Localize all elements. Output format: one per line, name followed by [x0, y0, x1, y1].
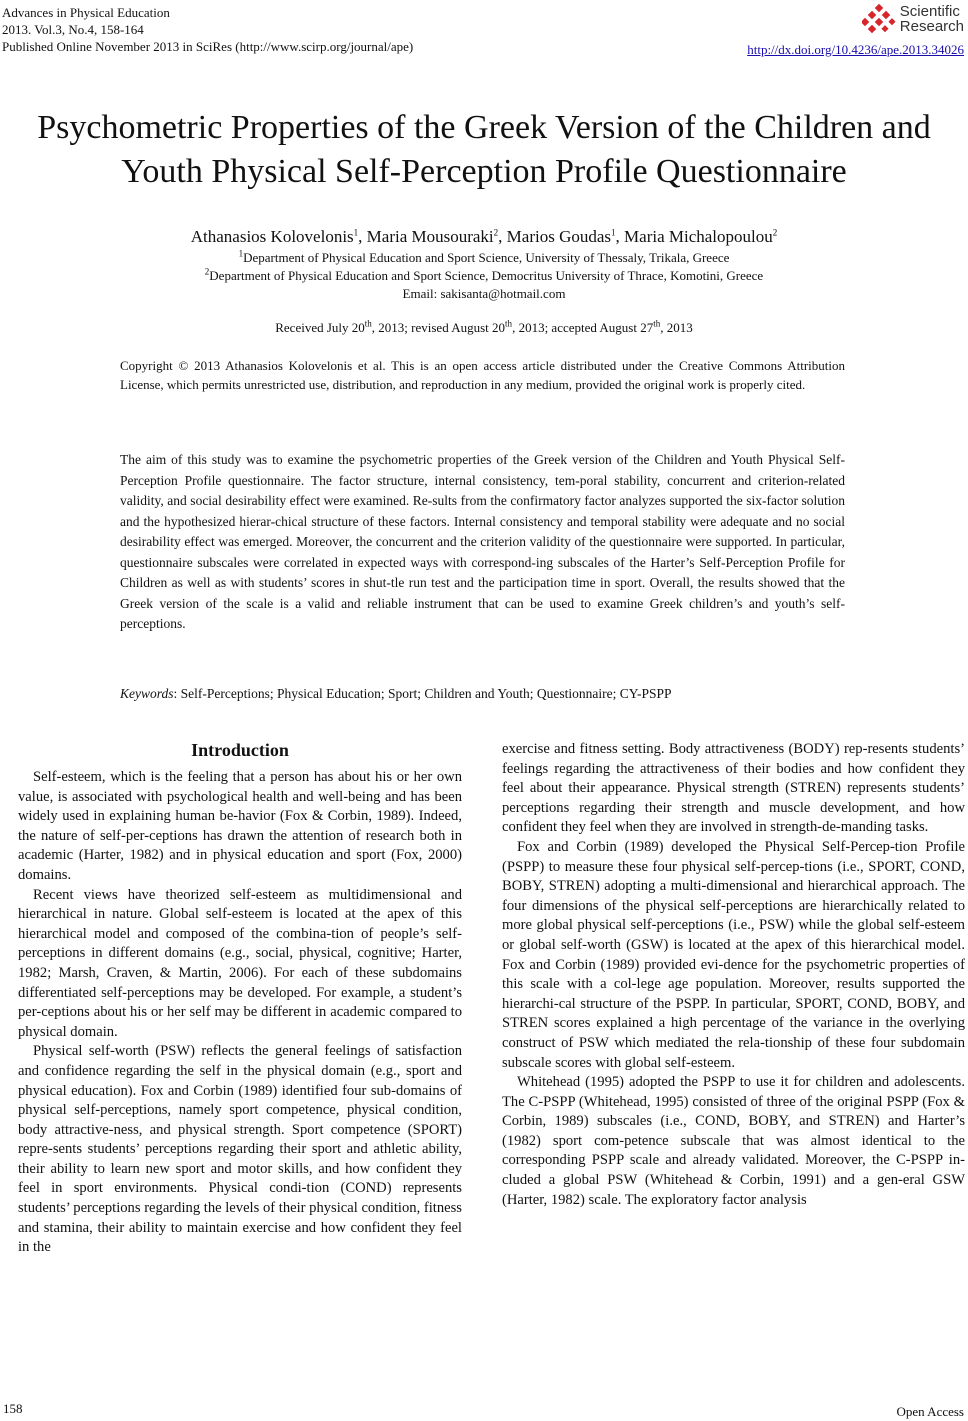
body-paragraph: Physical self-worth (PSW) reflects the general feelings of satisfaction and confidence regarding the self in the physical domain (e.g., sport and physical education). Fox and Corbin (1989) identified four sub-domains of physical self-perceptions, namely sport competence, physical condition, body attractive-ness, and physical strength. Sport competence (SPORT) repre-sents students’ perceptions regarding their sport and athletic ability, their ability to learn new sport and motor skills, and how confident they feel in sport environments. Physical condi-tion (COND) represents students’ perceptions regarding the levels of their physical condition, fitness and stamina, their ability to maintain exercise and how confident they feel in the [18, 1043, 462, 1256]
title-line-1: Psychometric Properties of the Greek Version of the Children and [37, 109, 931, 146]
journal-name: Advances in Physical Education [2, 5, 170, 20]
author-list: Athanasios Kolovelonis$^1$, Maria Mousouraki$^2$, Marios Goudas$^1$, Maria Michalopoulou$^2$ [190, 227, 778, 246]
revised-text: , 2013; revised August 20 [371, 320, 506, 335]
body-paragraph: Whitehead (1995) adopted the PSPP to use it for children and adolescents. The C-PSPP (Whitehead, 1995) consisted of three of the original PSPP (Fox & Corbin, 1989) subscales (i.e., COND, BOBY, and STREN) and Harter’s (1982) sport com-petence subscale that was almost identical to the corresponding PSPP scale and already validated. Moreover, the C-PSPP in-cluded a global PSW (Whitehead & Corbin, 1991) and a gen-eral GSW (Harter, 1982) scale. The exploratory factor analysis [502, 1074, 965, 1208]
header-right [747, 3, 964, 64]
affiliation-number: 2 [204, 266, 210, 277]
keywords [120, 686, 845, 702]
left-column [18, 738, 462, 1258]
ordinal-suffix: th [653, 318, 661, 329]
body-paragraph: Fox and Corbin (1989) developed the Physical Self-Percep-tion Profile (PSPP) to measure these four physical self-percep-tions (i.e., SPORT, COND, BOBY, STREN) adopting a multi-dimensional and hierarchical approach. The four dimensions of the physical self-perceptions are hierarchically related to more global physical self-perceptions (i.e., PSW) while the global self-esteem or global self-worth (GSW) is located at the apex of this hierarchical model. Fox and Corbin (1989) provided evi-dence for the psychometric properties of this scale with a col-lege age population. Moreover, results supported the hierarchi-cal structure of the PSPP. In particular, SPORT, COND, BOBY, and STREN scores explained a high percentage of the variance in the overlying construct of PSW which mediated the rela-tionship of these four subdomain subscale scores with global self-esteem. [502, 838, 965, 1071]
copyright-notice: Copyright © 2013 Athanasios Kolovelonis et al. This is an open access article distributed under the Creative Commons Attribution License, which permits unrestricted use, distribution, and reproduction in any medium, provided the original work is properly cited. [120, 358, 845, 392]
body-paragraph: exercise and fitness setting. Body attractiveness (BODY) rep-resents students’ feelings regarding the attractiveness of their bodies and how confident they feel about their appearance. Physical strength (STREN) represents students’ perceptions regarding their strength and muscle development, and how confident they feel when they are involved in strength-de-manding tasks. [502, 741, 965, 836]
ordinal-suffix: th [364, 318, 372, 329]
diamond-logo-icon [862, 4, 896, 34]
author-name: Marios Goudas [506, 227, 612, 246]
section-heading: Introduction [191, 740, 289, 760]
received-text: Received July 20 [275, 320, 365, 335]
accepted-text: , 2013; accepted August 27 [512, 320, 654, 335]
affiliation-text: Department of Physical Education and Sport Science, Democritus University of Thrace, Komotini, Greece [209, 268, 764, 283]
affiliation-number: 1 [238, 248, 244, 259]
page-number: 158 [3, 1401, 23, 1416]
logo-line-1: Scientific [899, 3, 960, 20]
author-name: Athanasios Kolovelonis [190, 227, 354, 246]
received-dates [0, 320, 968, 336]
journal-header [2, 4, 413, 55]
logo-line-2: Research [899, 18, 964, 35]
ordinal-suffix: th [505, 318, 513, 329]
paper-title [0, 106, 968, 194]
affiliation-1 [0, 249, 968, 267]
author-affiliation-mark: 2 [493, 227, 499, 238]
doi-link[interactable]: http://dx.doi.org/10.4236/ape.2013.34026 [747, 42, 964, 57]
affiliation-text: Department of Physical Education and Sport Science, University of Thessaly, Trikala, Greece [243, 250, 730, 265]
abstract: The aim of this study was to examine the psychometric properties of the Greek version of the Children and Youth Physical Self-Perception Profile questionnaire. The factor structure, internal consistency, tem-poral stability, concurrent and criterion-related validity, and social desirability effect were examined. Re-sults from the confirmatory factor analyzes supported the six-factor solution and the hypothesized hierar-chical structure of these factors. Internal consistency and temporal stability were adequate and no social desirability effect was emerged. Moreover, the concurrent and the criterion validity of the questionnaire were supported. In particular, questionnaire subscales were correlated in expected ways with correspond-ing subscales of the Harter’s Self-Perception Profile for Children as well as with students’ scores in shut-tle run test and the participation time in sport. Overall, the results showed that the Greek version of the scale is a valid and reliable instrument that can be used to examine Greek children’s and youth’s self-perceptions. [120, 452, 845, 631]
volume-line: 2013. Vol.3, No.4, 158-164 [2, 22, 144, 37]
year-text: , 2013 [660, 320, 693, 335]
keywords-list: : Self-Perceptions; Physical Education; Sport; Children and Youth; Questionnaire; CY-PSPP [173, 686, 672, 701]
author-name: Maria Mousouraki [366, 227, 494, 246]
author-affiliation-mark: 1 [611, 227, 616, 238]
author-affiliation-mark: 1 [353, 227, 359, 238]
published-line: Published Online November 2013 in SciRes (http://www.scirp.org/journal/ape) [2, 39, 414, 54]
affiliation-2 [0, 267, 968, 285]
logo-text [900, 4, 964, 34]
body-paragraph: Recent views have theorized self-esteem as multidimensional and hierarchical in nature. Global self-esteem is located at the apex of this hierarchical model and composed of the combina-tion of people’s self-perceptions in different domains (e.g., social, physical, cognitive; Harter, 1982; Marsh, Craven, & Martin, 2006). For each of these subdomains differentiated self-perceptions may be developed. For example, a student’s per-ceptions about his or her self may be different in academic compared to physical domain. [18, 886, 462, 1040]
keywords-label: Keywords [120, 686, 174, 701]
title-line-2: Youth Physical Self-Perception Profile Questionnaire [121, 153, 847, 190]
publisher-logo [862, 4, 964, 34]
contact-email: Email: sakisanta@hotmail.com [402, 286, 566, 301]
body-paragraph: Self-esteem, which is the feeling that a person has about his or her own value, is associated with psychological health and well-being and has been widely used in explaining human be-havior (Fox & Corbin, 1989). Indeed, the nature of self-per-ceptions has drawn the attention of research both in academic (Harter, 1982) and in physical education and sport (Fox, 2000) domains. [18, 769, 462, 883]
author-affiliation-mark: 2 [772, 227, 778, 238]
open-access-label: Open Access [896, 1404, 964, 1419]
right-column [502, 740, 965, 1210]
author-name: Maria Michalopoulou [624, 227, 773, 246]
